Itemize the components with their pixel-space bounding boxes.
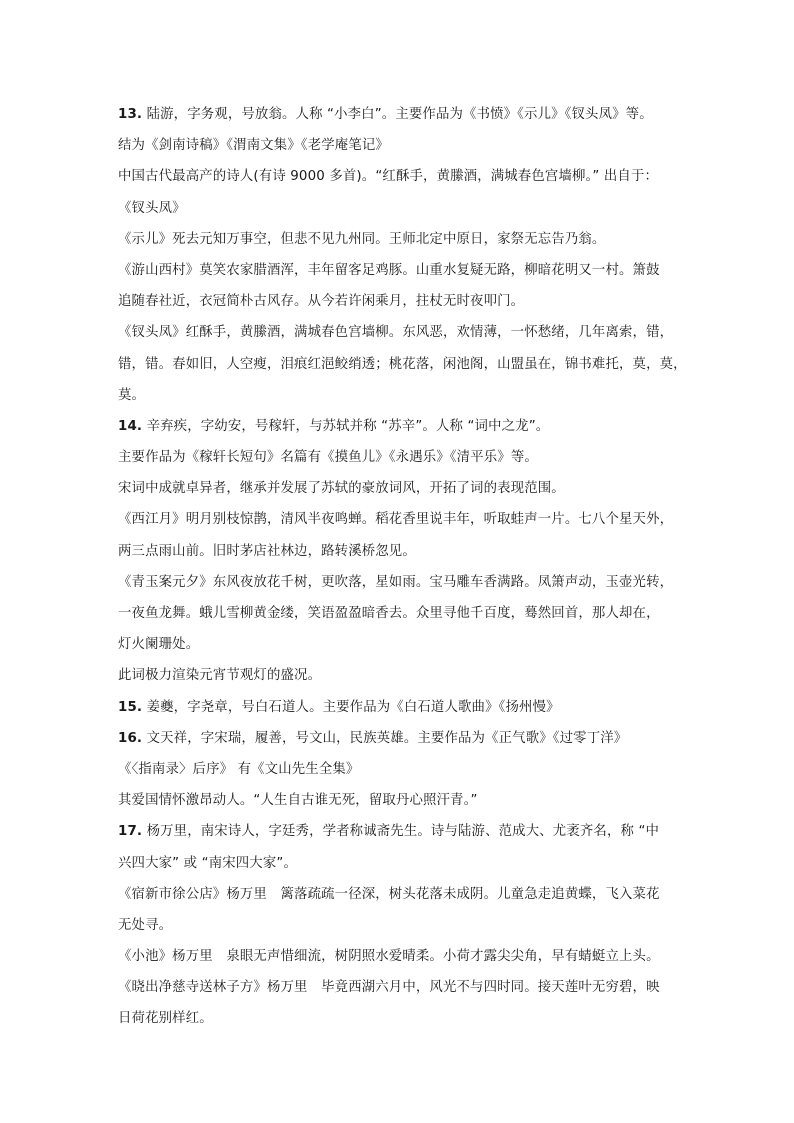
text-line — [118, 130, 678, 161]
line-text: 陆游，字务观，号放翁。人称 “小李白”。主要作品为《书愤》《示儿》《钗头凤》等。 — [142, 107, 653, 122]
line-text: 《示儿》死去元知万事空，但悲不见九州同。王师北定中原日，家祭无忘告乃翁。 — [118, 231, 606, 247]
text-line — [118, 411, 678, 442]
text-line — [118, 349, 687, 380]
text-line — [118, 286, 678, 317]
document-body — [118, 99, 687, 1035]
line-text: 此词极力渲染元宵节观灯的盛况。 — [118, 668, 322, 684]
text-line — [118, 504, 678, 535]
line-text: 无处寻。 — [118, 917, 173, 933]
line-text: 一夜鱼龙舞。蛾儿雪柳黄金缕，笑语盈盈暗香去。众里寻他千百度，蓦然回首，那人却在， — [118, 606, 660, 621]
text-line — [118, 816, 678, 847]
line-text: 姜夔，字尧章，号白石道人。主要作品为《白石道人歌曲》《扬州慢》 — [142, 699, 560, 715]
text-line — [118, 473, 678, 504]
line-text: 杨万里，南宋诗人，字廷秀，学者称诚斋先生。诗与陆游、范成大、尤袤齐名，称 “中 — [142, 824, 660, 840]
line-text: 《游山西村》莫笑农家腊酒浑，丰年留客足鸡豚。山重水复疑无路，柳暗花明又一村。箫鼓 — [118, 262, 660, 278]
text-line — [118, 848, 678, 879]
text-line — [118, 941, 678, 972]
text-line — [118, 255, 678, 286]
text-line — [118, 598, 678, 629]
line-text: 错，错。春如旧，人空瘦，泪痕红浥鲛绡透；桃花落，闲池阁，山盟虽在，锦书难托，莫，莫， — [118, 356, 687, 372]
text-line — [118, 879, 678, 910]
line-text: 日荷花别样红。 — [118, 1011, 213, 1027]
text-line — [118, 754, 678, 785]
text-line — [118, 692, 678, 723]
line-text: 灯火阑珊处。 — [118, 637, 200, 653]
text-line — [118, 193, 678, 224]
line-text: 文天祥，字宋瑞，履善，号文山，民族英雄。主要作品为《正气歌》《过零丁洋》 — [142, 730, 628, 746]
line-text: 《小池》杨万里 泉眼无声惜细流，树阴照水爱晴柔。小荷才露尖尖角，早有蜻蜓立上头。 — [118, 949, 660, 965]
item-number: 13. — [118, 107, 143, 122]
text-line — [118, 1003, 678, 1034]
line-text: 《钗头凤》 — [118, 200, 186, 216]
line-text: 《〈指南录〉后序》 有《文山先生全集》 — [118, 761, 360, 777]
text-line — [118, 161, 678, 192]
item-number: 17. — [118, 824, 143, 840]
text-line — [118, 99, 678, 130]
item-number: 15. — [118, 699, 143, 715]
line-text: 其爱国情怀激昂动人。“人生自古谁无死，留取丹心照汗青。” — [118, 793, 478, 809]
text-line — [118, 723, 678, 754]
text-line — [118, 660, 678, 691]
line-text: 结为《剑南诗稿》《渭南文集》《老学庵笔记》 — [118, 138, 389, 154]
line-text: 莫。 — [118, 387, 146, 403]
line-text: 追随春社近，衣冠简朴古风存。从今若许闲乘月，拄杖无时夜叩门。 — [118, 294, 525, 310]
text-line — [118, 317, 678, 348]
text-line — [118, 442, 678, 473]
item-number: 16. — [118, 730, 143, 746]
line-text: 两三点雨山前。旧时茅店社林边，路转溪桥忽见。 — [118, 543, 416, 559]
text-line — [118, 785, 678, 816]
line-text: 兴四大家” 或 “南宋四大家”。 — [118, 855, 298, 871]
line-text: 宋词中成就卓异者，继承并发展了苏轼的豪放词风，开拓了词的表现范围。 — [118, 481, 565, 497]
line-text: 中国古代最高产的诗人(有诗 9000 多首)。“红酥手，黄縢酒，满城春色宫墙柳。” 出自于： — [118, 169, 659, 185]
line-text: 《晓出净慈寺送林子方》杨万里 毕竟西湖六月中，风光不与四时同。接天莲叶无穷碧，映 — [118, 980, 660, 996]
text-line — [118, 910, 678, 941]
text-line — [118, 972, 678, 1003]
line-text: 《青玉案元夕》东风夜放花千树，更吹落，星如雨。宝马雕车香满路。凤箫声动，玉壶光转， — [118, 574, 674, 590]
text-line — [118, 380, 678, 411]
text-line — [118, 536, 678, 567]
line-text: 《西江月》明月别枝惊鹊，清风半夜鸣蝉。稻花香里说丰年，听取蛙声一片。七八个星天外， — [118, 512, 674, 528]
line-text: 《宿新市徐公店》杨万里 篱落疏疏一径深，树头花落未成阴。儿童急走追黄蝶，飞入菜花 — [118, 886, 660, 902]
text-line — [118, 224, 678, 255]
line-text: 主要作品为《稼轩长短句》名篇有《摸鱼儿》《永遇乐》《清平乐》等。 — [118, 450, 538, 466]
item-number: 14. — [118, 418, 143, 434]
line-text: 辛弃疾，字幼安，号稼轩，与苏轼并称 “苏辛”。人称 “词中之龙”。 — [142, 418, 550, 434]
line-text: 《钗头凤》红酥手，黄縢酒，满城春色宫墙柳。东风恶，欢情薄，一怀愁绪，几年离索，错， — [118, 325, 674, 341]
text-line — [118, 567, 678, 598]
text-line — [118, 629, 678, 660]
